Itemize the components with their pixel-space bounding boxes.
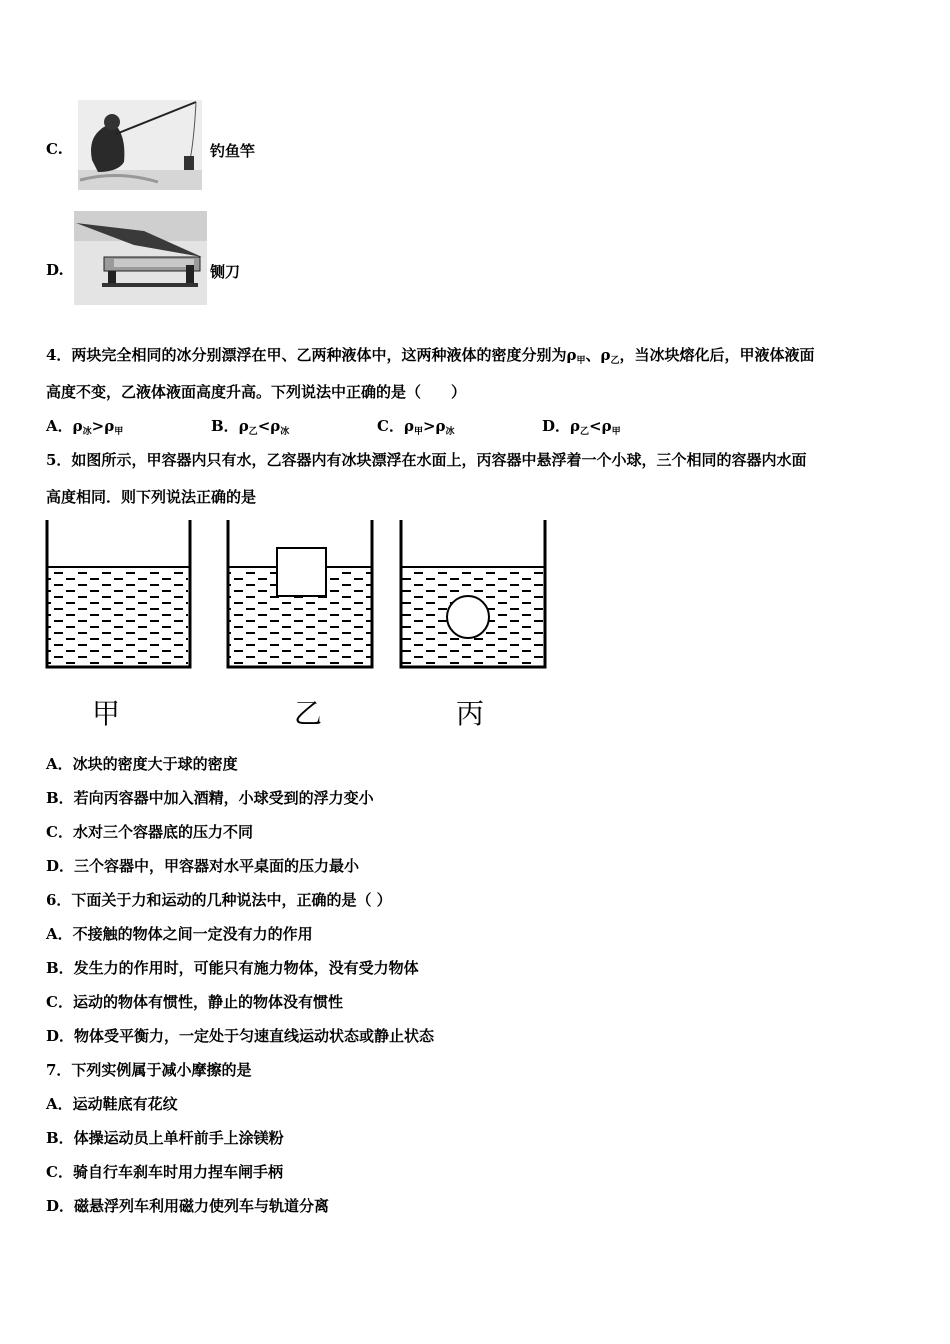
- q6-stem: 6．下面关于力和运动的几种说法中，正确的是（ ）: [46, 891, 392, 909]
- q4-option-c[interactable]: C．$\rho_甲>\rho_冰$: [377, 417, 455, 437]
- q7-stem: 7．下列实例属于减小摩擦的是: [46, 1061, 252, 1079]
- q4-option-a[interactable]: A．$\rho_冰>\rho_甲$: [46, 417, 124, 437]
- containers-figure: [40, 515, 555, 675]
- label-yi: 乙: [294, 697, 323, 730]
- q4-stem-line2: 高度不变，乙液体液面高度升高。下列说法中正确的是（ ）: [46, 383, 467, 401]
- q5-option-c[interactable]: C．水对三个容器底的压力不同: [46, 823, 253, 841]
- q5-stem-line1: 5．如图所示，甲容器内只有水，乙容器内有冰块漂浮在水面上，丙容器中悬浮着一个小球，三个相同的容器内水面: [46, 451, 807, 469]
- q5-option-d[interactable]: D．三个容器中，甲容器对水平桌面的压力最小: [46, 857, 360, 875]
- q4-option-b[interactable]: B．$\rho_乙<\rho_冰$: [211, 417, 290, 437]
- container-jia: [47, 520, 190, 667]
- option-d-caption: 铡刀: [210, 263, 241, 281]
- q5-option-b[interactable]: B．若向丙容器中加入酒精，小球受到的浮力变小: [46, 789, 374, 807]
- q7-option-c[interactable]: C．骑自行车刹车时用力捏车闸手柄: [46, 1163, 283, 1181]
- q5-option-a[interactable]: A．冰块的密度大于球的密度: [46, 755, 238, 773]
- q5-stem-line2: 高度相同．则下列说法正确的是: [46, 488, 257, 506]
- q6-option-c[interactable]: C．运动的物体有惯性，静止的物体没有惯性: [46, 993, 343, 1011]
- q7-option-a[interactable]: A．运动鞋底有花纹: [46, 1095, 178, 1113]
- q4-option-d[interactable]: D．$\rho_乙<\rho_甲$: [542, 417, 621, 437]
- q6-option-d[interactable]: D．物体受平衡力，一定处于匀速直线运动状态或静止状态: [46, 1027, 435, 1045]
- label-bing: 丙: [456, 697, 485, 730]
- option-c-label: C.: [46, 140, 63, 158]
- q6-option-a[interactable]: A．不接触的物体之间一定没有力的作用: [46, 925, 313, 943]
- ice-block: [277, 548, 326, 596]
- label-jia: 甲: [92, 697, 121, 730]
- guillotine-photo: [74, 211, 207, 305]
- container-bing: [401, 520, 545, 667]
- q4-stem-line1: 4．两块完全相同的冰分别漂浮在甲、乙两种液体中，这两种液体的密度分别为$\rho_甲$、$\rho_乙$，当冰块熔化后，甲液体液面: [46, 346, 815, 366]
- ball: [447, 596, 489, 638]
- option-c-caption: 钓鱼竿: [210, 142, 256, 160]
- q7-option-b[interactable]: B．体操运动员上单杆前手上涂镁粉: [46, 1129, 284, 1147]
- fishing-rod-photo: [78, 100, 202, 190]
- container-yi: [228, 520, 372, 667]
- q6-option-b[interactable]: B．发生力的作用时，可能只有施力物体，没有受力物体: [46, 959, 419, 977]
- q7-option-d[interactable]: D．磁悬浮列车利用磁力使列车与轨道分离: [46, 1197, 330, 1215]
- option-d-label: D.: [46, 261, 64, 279]
